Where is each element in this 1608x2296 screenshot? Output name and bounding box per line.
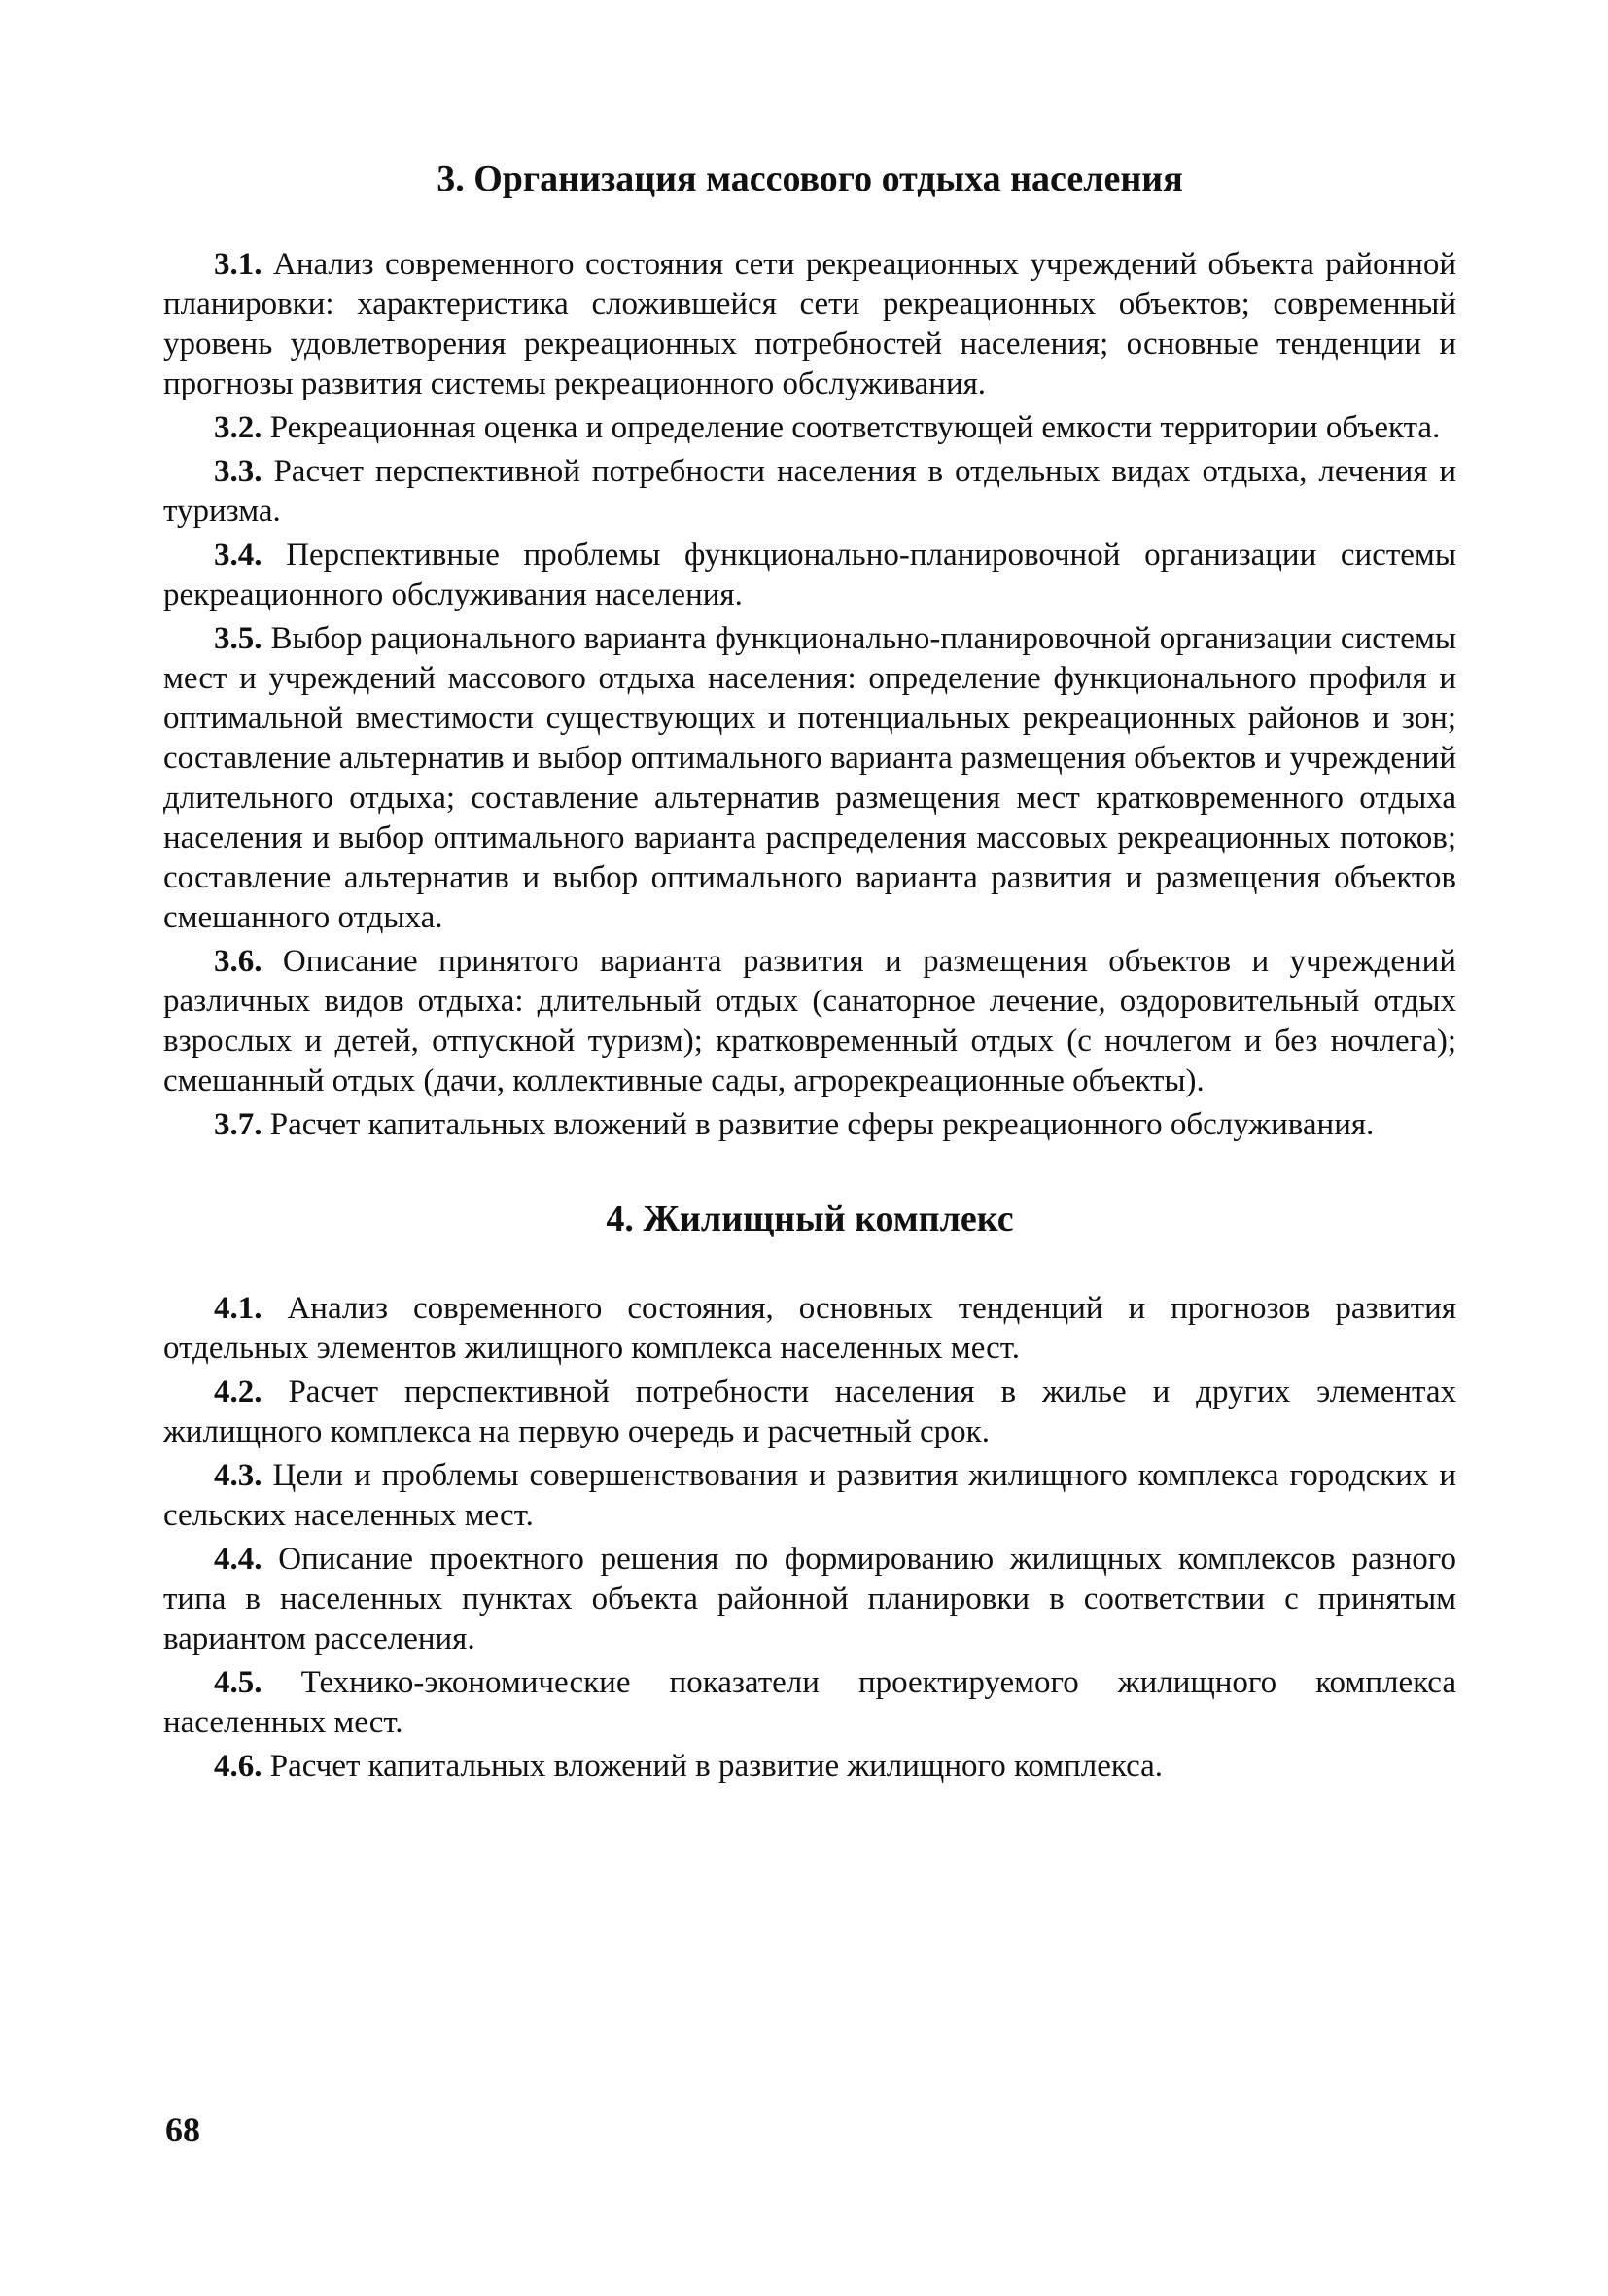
paragraph-3-2 [163, 408, 1456, 448]
page-number: 68 [165, 2110, 200, 2149]
paragraph-4-5 [163, 1663, 1456, 1743]
paragraph-3-5 [163, 619, 1456, 938]
paragraph-4-6 [163, 1747, 1456, 1787]
paragraph-4-4 [163, 1540, 1456, 1659]
item-text: Расчет капитальных вложений в развитие жилищного комплекса. [269, 1749, 1164, 1784]
item-text: Расчет капитальных вложений в развитие сферы рекреационного обслуживания. [269, 1107, 1375, 1142]
item-text: Описание принятого варианта развития и размещения объектов и учреждений различных видов отдыха: длительный отдых (санаторное лечение, оздоровительный отдых взрослых и детей, отпускной туризм); кратковременный отдых (с ночлегом и без ночлега); смешанный отдых (дачи, коллективные сады, агрорекреационные объекты). [163, 944, 1456, 1098]
item-number: 4.4. [214, 1542, 262, 1577]
item-number: 4.6. [214, 1749, 262, 1784]
item-number: 3.3. [214, 454, 262, 489]
item-number: 3.5. [214, 621, 262, 656]
item-text: Анализ современного состояния сети рекреационных учреждений объекта районной планировки: характеристика сложившейся сети рекреационных объектов; современный уровень удовлетворения рекреационных потребностей населения; основные тенденции и прогнозы развития системы рекреационного обслуживания. [163, 247, 1456, 401]
item-text: Цели и проблемы совершенствования и развития жилищного комплекса городских и сельских населенных мест. [163, 1458, 1457, 1533]
item-text: Описание проектного решения по формированию жилищных комплексов разного типа в населенных пунктах объекта районной планировки в соответствии с принятым вариантом расселения. [163, 1542, 1456, 1656]
item-text: Расчет перспективной потребности населения в жилье и других элементах жилищного комплекса на первую очередь и расчетный срок. [163, 1374, 1456, 1449]
paragraph-4-3 [163, 1456, 1456, 1536]
item-number: 4.3. [214, 1458, 262, 1493]
item-number: 3.1. [214, 247, 262, 282]
section-3-title: 3. Организация массового отдыха населения [437, 158, 1183, 199]
item-number: 3.2. [214, 410, 262, 445]
item-text: Анализ современного состояния, основных тенденций и прогнозов развития отдельных элементов жилищного комплекса населенных мест. [163, 1291, 1457, 1366]
item-number: 4.1. [214, 1291, 262, 1326]
item-number: 4.2. [214, 1374, 262, 1409]
document-page [163, 156, 1456, 1791]
item-text: Перспективные проблемы функционально-планировочной организации системы рекреационного обслуживания населения. [163, 538, 1456, 612]
section-4-title: 4. Жилищный комплекс [606, 1199, 1014, 1239]
item-text: Технико-экономические показатели проектируемого жилищного комплекса населенных мест. [163, 1665, 1456, 1740]
item-number: 4.5. [214, 1665, 262, 1700]
item-number: 3.4. [214, 538, 262, 573]
paragraph-3-7 [163, 1105, 1456, 1145]
item-text: Выбор рационального варианта функционально-планировочной организации системы мест и учреждений массового отдыха населения: определение функционального профиля и оптимальной вместимости существующих и потенциальных рекреационных районов и зон; составление альтернатив и выбор оптимального варианта размещения объектов и учреждений длительного отдыха; составление альтернатив размещения мест кратковременного отдыха населения и выбор оптимального варианта распределения массовых рекреационных потоков; составление альтернатив и выбор оптимального варианта развития и размещения объектов смешанного отдыха. [163, 621, 1457, 935]
item-number: 3.7. [214, 1107, 262, 1142]
paragraph-4-1 [163, 1289, 1456, 1369]
paragraph-3-1 [163, 245, 1456, 404]
item-number: 3.6. [214, 944, 262, 979]
item-text: Рекреационная оценка и определение соответствующей емкости территории объекта. [269, 410, 1441, 445]
item-text: Расчет перспективной потребности населения в отдельных видах отдыха, лечения и туризма. [163, 454, 1457, 529]
paragraph-3-4 [163, 536, 1456, 615]
paragraph-3-6 [163, 942, 1456, 1101]
paragraph-4-2 [163, 1373, 1456, 1452]
paragraph-3-3 [163, 452, 1456, 532]
